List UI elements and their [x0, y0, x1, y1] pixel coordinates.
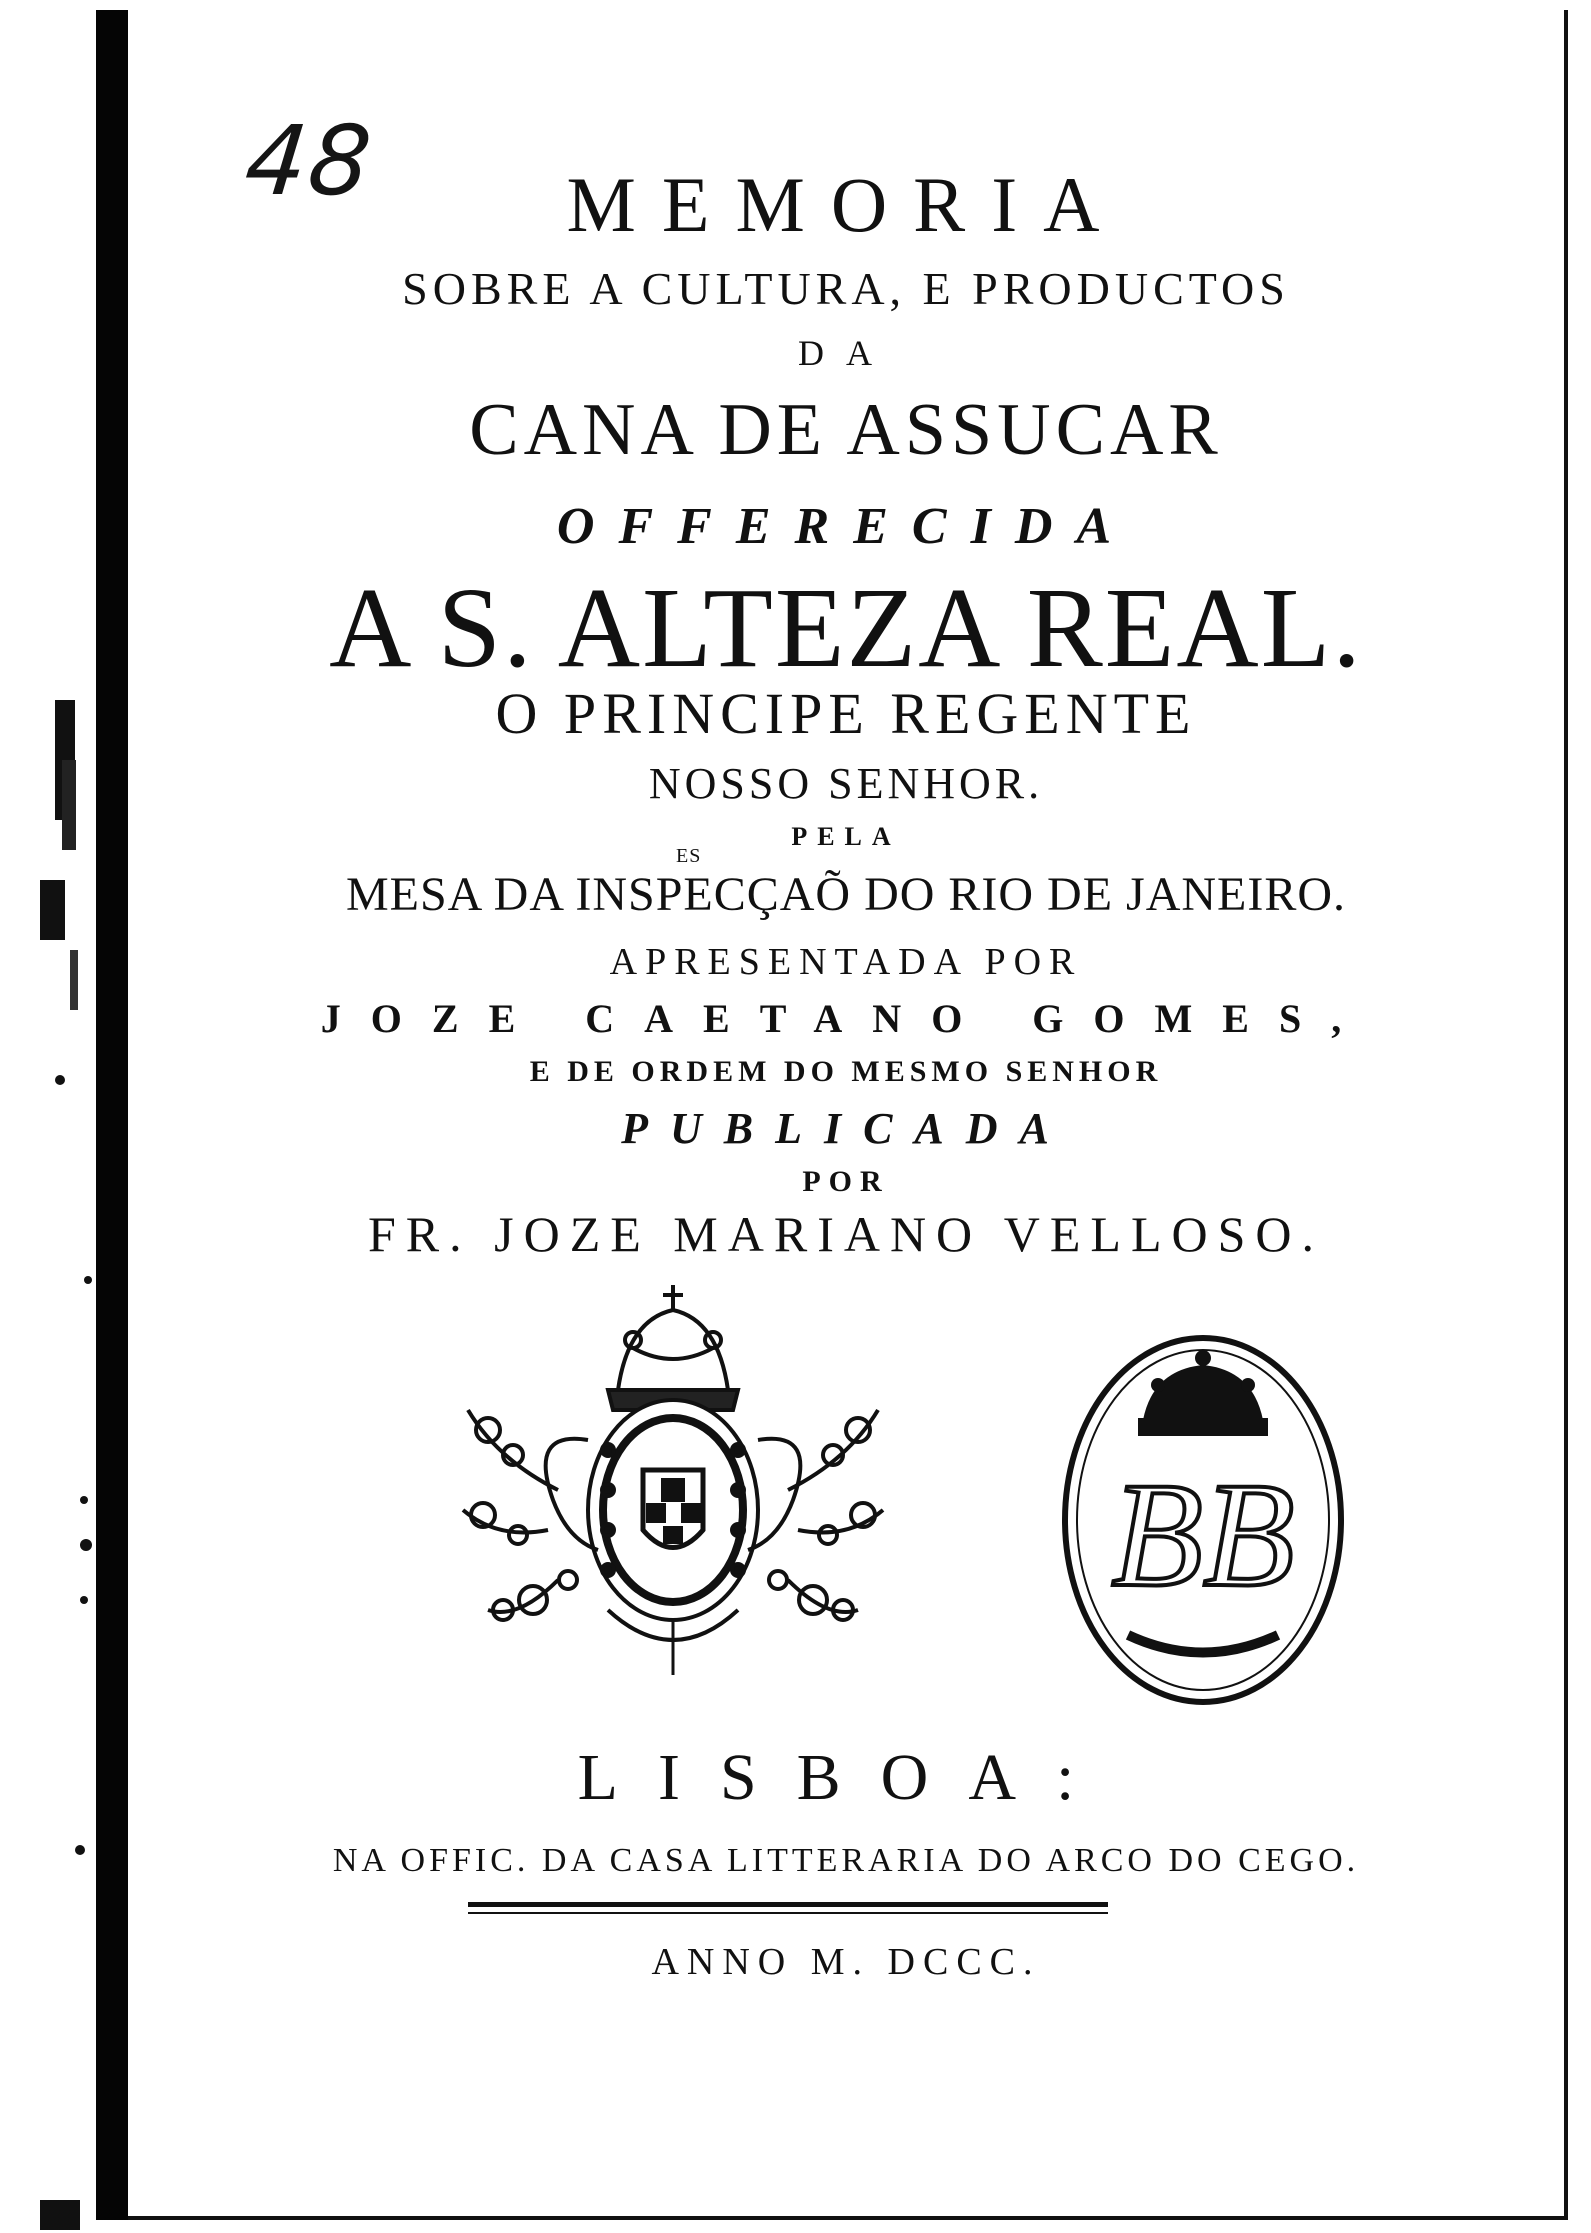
title-author: JOZE CAETANO GOMES, [320, 996, 1372, 1041]
title-memoria: MEMORIA [566, 161, 1126, 248]
title-nosso: NOSSO SENHOR. [648, 759, 1044, 808]
title-por: POR [802, 1165, 890, 1198]
title-pela: PELA [791, 822, 901, 851]
title-publicada: PUBLICADA [621, 1104, 1071, 1153]
double-rule-thin [468, 1912, 1108, 1914]
binding-edge-speckles [0, 0, 128, 2233]
stamp-monogram: BB [1111, 1452, 1295, 1618]
double-rule-thick [468, 1902, 1108, 1907]
title-mesa-text: MESA DA INSPECÇAÕ DO RIO DE JANEIRO. [345, 868, 1347, 921]
title-alteza: A S. ALTEZA REAL. [329, 564, 1363, 691]
imprint-city: LISBOA: [577, 1741, 1115, 1814]
title-da: DA [798, 333, 894, 373]
imprint-office: NA OFFIC. DA CASA LITTERARIA DO ARCO DO CEGO. [332, 1842, 1360, 1879]
royal-coat-of-arms-icon [458, 1280, 888, 1680]
library-stamp-icon [1058, 1330, 1348, 1710]
title-cana: CANA DE ASSUCAR [469, 389, 1223, 471]
title-principe: O PRINCIPE REGENTE [495, 681, 1197, 746]
title-mesa [128, 845, 1564, 922]
title-offerecida: OFFERECIDA [556, 498, 1136, 555]
imprint-year: ANNO M. DCCC. [651, 1941, 1041, 1983]
title-page [128, 10, 1568, 2220]
title-editor: FR. JOZE MARIANO VELLOSO. [367, 1206, 1325, 1262]
title-mesa-superscript: ES [676, 845, 702, 867]
title-apresentada: APRESENTADA POR [609, 941, 1083, 983]
handwritten-number: 48 [240, 105, 379, 217]
title-ordem: E DE ORDEM DO MESMO SENHOR [529, 1055, 1163, 1088]
title-sobre: SOBRE A CULTURA, E PRODUCTOS [402, 263, 1290, 314]
